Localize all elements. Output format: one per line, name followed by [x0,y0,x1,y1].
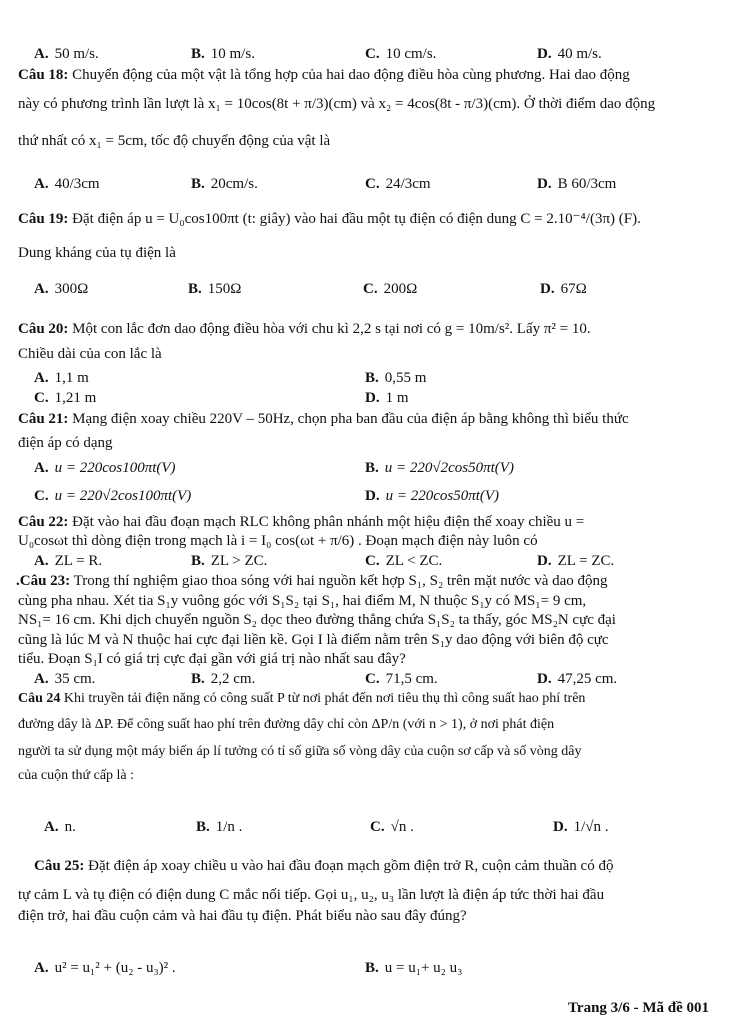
q19-option-d [540,279,587,299]
q22-option-d [537,551,614,571]
q22-line2: U₀cosωt thì dòng điện trong mạch là i = I₀ cos(ωt + π/6) . Đoạn mạch điện này luôn có [18,533,538,549]
question-label: Câu 24 [18,691,61,706]
option-letter: C. [34,488,49,504]
option-letter: D. [537,176,552,192]
question-label: Câu 20: [18,321,69,337]
q22-option-a [34,551,102,571]
question-label: .Câu 23: [16,573,71,589]
option-letter: D. [365,390,380,406]
option-text: 1/n . [215,819,243,835]
q20-option-b [365,368,426,388]
option-text: √n . [390,819,414,835]
option-text: n. [64,819,76,835]
q24-line2: đường dây là ΔP. Để công suất hao phí trên đường dây chỉ còn ΔP/n (với n > 1), ở nơi phát điện [18,717,555,732]
question-text: Một con lắc đơn dao động điều hòa với chu kì 2,2 s tại nơi có g = 10m/s². Lấy π² = 10. [72,321,591,337]
q20-line2: Chiều dài của con lắc là [18,346,162,362]
option-text: 67Ω [560,281,587,297]
option-text: 300Ω [54,281,89,297]
option-text: 1,1 m [54,370,89,386]
option-text: 40/3cm [54,176,100,192]
option-letter: B. [196,819,210,835]
q25-line3: điện trở, hai đầu cuộn cảm và hai đầu tụ điện. Phát biểu nào sau đây đúng? [18,908,467,924]
question-text: Mạng điện xoay chiều 220V – 50Hz, chọn pha ban đầu của điện áp bằng không thì biểu thức [72,411,629,427]
option-text: u² = u₁² + (u₂ - u₃)² . [54,960,176,976]
option-text: u = 220√2cos50πt(V) [384,460,514,476]
q23-line1 [16,571,608,591]
q22-option-b [191,551,267,571]
question-text: Trong thí nghiệm giao thoa sóng với hai nguồn kết hợp S₁, S₂ trên mặt nước và dao động [73,573,608,589]
q24-option-c [370,817,414,837]
option-text: 200Ω [383,281,418,297]
option-letter: A. [34,281,49,297]
option-letter: A. [34,960,49,976]
q18-option-b [191,174,258,194]
q24-option-d [553,817,609,837]
question-text: Chuyển động của một vật là tổng hợp của hai dao động điều hòa cùng phương. Hai dao động [72,67,630,83]
question-label: Câu 21: [18,411,69,427]
q24-option-a [44,817,76,837]
option-text: 2,2 cm. [210,671,256,687]
q18-option-c [365,174,431,194]
q19-option-b [188,279,241,299]
q21-option-d [365,486,499,506]
q17-option-d [537,44,602,64]
q19-option-c [363,279,417,299]
q19-line2: Dung kháng của tụ điện là [18,245,176,261]
option-text: u = 220√2cos100πt(V) [54,488,192,504]
q25-option-b [365,958,462,978]
option-text: 10 m/s. [210,46,255,62]
q21-line2: điện áp có dạng [18,435,113,451]
q18-line3: thứ nhất có x₁ = 5cm, tốc độ chuyển động của vật là [18,133,331,149]
q19-option-a [34,279,88,299]
option-letter: C. [365,46,380,62]
option-letter: A. [34,176,49,192]
option-text: 20cm/s. [210,176,258,192]
option-text: 1 m [385,390,409,406]
option-text: ZL = ZC. [557,553,615,569]
option-letter: C. [365,671,380,687]
question-label: Câu 18: [18,67,69,83]
q24-option-b [196,817,242,837]
option-letter: A. [44,819,59,835]
q23-line3: NS₁= 16 cm. Khi dịch chuyển nguồn S₂ dọc theo đường thẳng chứa S₁S₂ ta thấy, góc MS₂N cực đại [18,612,616,628]
q21-line1 [18,409,629,429]
option-text: 50 m/s. [54,46,99,62]
option-letter: C. [34,390,49,406]
q22-option-c [365,551,442,571]
option-text: ZL = R. [54,553,103,569]
option-letter: B. [365,460,379,476]
option-letter: D. [537,671,552,687]
option-letter: D. [540,281,555,297]
option-letter: B. [191,46,205,62]
option-text: 47,25 cm. [557,671,618,687]
q25-line2: tự cảm L và tụ điện có điện dung C mắc nối tiếp. Gọi u₁, u₂, u₃ lần lượt là điện áp tức thời hai đầu [18,887,605,903]
question-text: Đặt điện áp xoay chiều u vào hai đầu đoạn mạch gồm điện trở R, cuộn cảm thuần có độ [88,858,614,874]
option-letter: D. [365,488,380,504]
option-text: u = 220cos100πt(V) [54,460,176,476]
q21-option-c [34,486,191,506]
q18-line2: này có phương trình lần lượt là x₁ = 10cos(8t + π/3)(cm) và x₂ = 4cos(8t - π/3)(cm). Ở thời điểm dao động [18,96,656,112]
option-letter: A. [34,460,49,476]
option-text: 10 cm/s. [385,46,437,62]
q17-option-b [191,44,255,64]
q25-option-a [34,958,176,978]
option-letter: B. [188,281,202,297]
question-text: Đặt điện áp u = U₀cos100πt (t: giây) vào hai đầu một tụ điện có điện dung C = 2.10⁻⁴/(3π) (F). [72,211,641,227]
q21-option-a [34,458,176,478]
q24-line1 [18,689,585,709]
option-letter: D. [537,46,552,62]
option-letter: B. [191,671,205,687]
q23-option-d [537,669,617,689]
option-letter: A. [34,370,49,386]
option-letter: C. [370,819,385,835]
option-letter: B. [365,960,379,976]
question-label: Câu 19: [18,211,69,227]
option-text: 71,5 cm. [385,671,438,687]
question-text: Khi truyền tải điện năng có công suất P từ nơi phát đến nơi tiêu thụ thì công suất hao phí trên [63,691,586,706]
option-text: 40 m/s. [557,46,602,62]
q21-option-b [365,458,514,478]
option-letter: B. [191,553,205,569]
option-letter: A. [34,553,49,569]
q20-option-d [365,388,409,408]
q25-line1 [34,856,613,876]
q19-line1 [18,209,641,229]
q24-line4: của cuộn thứ cấp là : [18,768,135,783]
option-letter: C. [363,281,378,297]
page-footer: Trang 3/6 - Mã đề 001 [568,1000,709,1016]
q20-option-a [34,368,89,388]
q23-line5: tiểu. Đoạn S₁I có giá trị cực đại gần với giá trị nào nhất sau đây? [18,651,406,667]
option-letter: A. [34,46,49,62]
question-text: Đặt vào hai đầu đoạn mạch RLC không phân nhánh một hiệu điện thế xoay chiều u = [72,514,585,530]
option-text: 0,55 m [384,370,427,386]
option-text: 35 cm. [54,671,96,687]
q20-line1 [18,319,591,339]
q23-option-b [191,669,255,689]
q23-option-c [365,669,438,689]
q23-line4: cũng là lúc M và N thuộc hai cực đại liền kề. Gọi I là điểm nằm trên S₁y dao động với biên độ cực [18,632,609,648]
option-text: B 60/3cm [557,176,617,192]
option-letter: B. [191,176,205,192]
option-text: 24/3cm [385,176,431,192]
option-letter: C. [365,176,380,192]
q23-line2: cùng pha nhau. Xét tia S₁y vuông góc với S₁S₂ tại S₁, hai điểm M, N thuộc S₁y có MS₁= 9 cm, [18,593,587,609]
q18-line1 [18,65,630,85]
q17-option-a [34,44,99,64]
option-text: ZL > ZC. [210,553,268,569]
option-text: 150Ω [207,281,242,297]
option-text: ZL < ZC. [385,553,443,569]
question-label: Câu 22: [18,514,69,530]
option-letter: C. [365,553,380,569]
option-text: u = u₁+ u₂ u₃ [384,960,463,976]
q20-option-c [34,388,96,408]
q18-option-d [537,174,616,194]
question-label: Câu 25: [34,858,85,874]
q23-option-a [34,669,95,689]
q22-line1 [18,512,584,532]
option-text: 1,21 m [54,390,97,406]
option-letter: A. [34,671,49,687]
option-letter: B. [365,370,379,386]
option-letter: D. [553,819,568,835]
option-text: u = 220cos50πt(V) [385,488,500,504]
q17-option-c [365,44,436,64]
q18-option-a [34,174,100,194]
option-text: 1/√n . [573,819,609,835]
option-letter: D. [537,553,552,569]
q24-line3: người ta sử dụng một máy biến áp lí tưởng có tỉ số giữa số vòng dây của cuộn sơ cấp và số vòng dây [18,744,582,759]
